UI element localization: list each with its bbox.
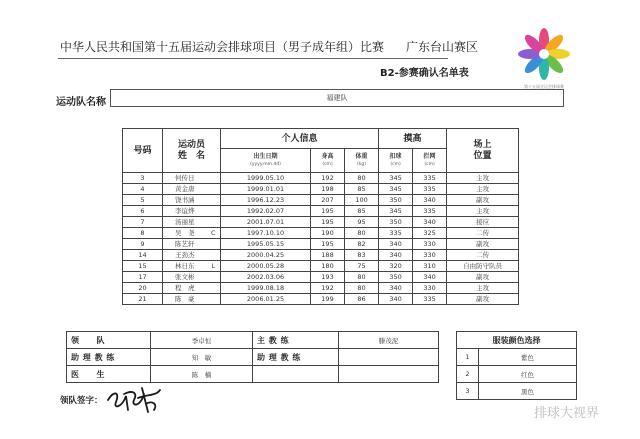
player-role-flag: C [207, 228, 221, 239]
team-name-label: 运动队名称 [56, 97, 106, 108]
page-title [60, 38, 478, 55]
uniform-option-color: 紫色 [479, 349, 577, 366]
player-role-flag [207, 283, 221, 294]
header-block [413, 149, 447, 173]
player-height: 195 [311, 206, 345, 217]
empty-cell [339, 366, 439, 383]
player-height: 190 [311, 228, 345, 239]
player-name: 张文彬 [163, 272, 207, 283]
player-birth-date: 2002.03.06 [221, 272, 311, 283]
player-number: 4 [123, 184, 163, 195]
assistant-coach-2-value [339, 349, 439, 366]
player-position: 副攻 [447, 294, 519, 305]
player-position: 自由防守队员 [447, 261, 519, 272]
head-coach-label: 主 教 练 [253, 332, 339, 349]
player-height: 198 [311, 184, 345, 195]
header-dob-label: 出生日期 [253, 152, 278, 160]
player-position: 主攻 [447, 184, 519, 195]
player-spike-reach: 340 [379, 283, 413, 294]
table-row [123, 173, 519, 184]
table-row [123, 217, 519, 228]
leader-label: 领 队 [67, 332, 151, 349]
table-row [123, 283, 519, 294]
header-height-unit: (cm) [322, 161, 333, 167]
header-divider [58, 58, 448, 59]
player-position: 副攻 [447, 272, 519, 283]
player-block-reach: 335 [413, 184, 447, 195]
form-code: B2-参赛确认名单表 [380, 68, 469, 79]
table-row [123, 228, 519, 239]
player-height: 180 [311, 261, 345, 272]
handwritten-signature-icon [104, 382, 164, 416]
player-birth-date: 2000.05.28 [221, 261, 311, 272]
player-block-reach: 335 [413, 294, 447, 305]
header-number: 号码 [123, 129, 163, 173]
player-number: 21 [123, 294, 163, 305]
watermark: 排球大视界 [534, 406, 600, 421]
player-name: 陈 豪 [163, 294, 207, 305]
player-name: 饶书涵 [163, 195, 207, 206]
table-row [123, 195, 519, 206]
player-number: 20 [123, 283, 163, 294]
table-row [123, 272, 519, 283]
table-row [123, 294, 519, 305]
player-number: 7 [123, 217, 163, 228]
player-weight: 100 [345, 195, 379, 206]
header-dob [221, 149, 311, 173]
leader-signature-label: 领队签字： [60, 396, 103, 406]
header-weight-label: 体重 [355, 152, 368, 160]
player-number: 14 [123, 250, 163, 261]
header-spike-unit: (cm) [390, 161, 401, 167]
player-number: 15 [123, 261, 163, 272]
header-height [311, 149, 345, 173]
assistant-coach-label: 助 理 教 练 [67, 349, 151, 366]
doctor-label: 医 生 [67, 366, 151, 383]
player-number: 8 [123, 228, 163, 239]
player-name: 林日东 [163, 261, 207, 272]
logo-caption: 第十五届全运会排球赛 [524, 84, 564, 89]
player-weight: 80 [345, 173, 379, 184]
player-birth-date: 1999.08.18 [221, 283, 311, 294]
player-name: 吴 尧 [163, 228, 207, 239]
player-spike-reach: 335 [379, 228, 413, 239]
table-row [123, 206, 519, 217]
table-row [123, 250, 519, 261]
player-number: 6 [123, 206, 163, 217]
player-block-reach: 340 [413, 195, 447, 206]
player-position: 二传 [447, 250, 519, 261]
player-spike-reach: 340 [379, 294, 413, 305]
player-role-flag: L [207, 261, 221, 272]
header-personal-info: 个人信息 [221, 129, 379, 149]
region-name: 广东台山赛区 [406, 40, 479, 54]
empty-cell [253, 366, 339, 383]
player-block-reach: 325 [413, 228, 447, 239]
player-role-flag [207, 217, 221, 228]
header-weight [345, 149, 379, 173]
player-name: 陈艺轩 [163, 239, 207, 250]
player-height: 192 [311, 173, 345, 184]
player-block-reach: 340 [413, 272, 447, 283]
player-role-flag [207, 173, 221, 184]
player-role-flag [207, 250, 221, 261]
player-birth-date: 1999.05.10 [221, 173, 311, 184]
player-birth-date: 2006.01.25 [221, 294, 311, 305]
header-height-label: 身高 [321, 152, 334, 160]
header-weight-unit: (kg) [357, 161, 367, 167]
player-weight: 95 [345, 217, 379, 228]
player-position: 副攻 [447, 239, 519, 250]
player-weight: 80 [345, 272, 379, 283]
player-birth-date: 1996.12.23 [221, 195, 311, 206]
player-block-reach: 335 [413, 173, 447, 184]
player-weight: 80 [345, 228, 379, 239]
table-row [123, 184, 519, 195]
header-spike-label: 扣球 [389, 152, 402, 160]
uniform-option-number: 1 [457, 349, 479, 366]
player-birth-date: 1997.10.10 [221, 228, 311, 239]
player-position: 主攻 [447, 173, 519, 184]
player-number: 5 [123, 195, 163, 206]
player-role-flag [207, 294, 221, 305]
player-spike-reach: 320 [379, 261, 413, 272]
uniform-option-color: 红色 [479, 366, 577, 383]
uniform-option-color: 黑色 [479, 383, 577, 400]
player-role-flag [207, 239, 221, 250]
staff-table [66, 331, 439, 383]
assistant-coach-2-label: 助 理 教 练 [253, 349, 339, 366]
player-number: 9 [123, 239, 163, 250]
uniform-color-table [456, 331, 577, 400]
player-position: 副攻 [447, 195, 519, 206]
player-position: 主攻 [447, 206, 519, 217]
player-name: 汤丽星 [163, 217, 207, 228]
player-spike-reach: 350 [379, 217, 413, 228]
doctor-value: 陈 楠 [151, 366, 253, 383]
player-number: 17 [123, 272, 163, 283]
table-row [123, 239, 519, 250]
player-spike-reach: 350 [379, 195, 413, 206]
player-position: 二传 [447, 228, 519, 239]
player-spike-reach: 345 [379, 173, 413, 184]
player-birth-date: 2001.07.01 [221, 217, 311, 228]
roster-body [123, 173, 519, 305]
player-position: 主攻 [447, 283, 519, 294]
competition-title: 中华人民共和国第十五届运动会排球项目（男子成年组）比赛 [60, 40, 385, 54]
player-role-flag [207, 272, 221, 283]
player-weight: 85 [345, 184, 379, 195]
player-name: 黄金唐 [163, 184, 207, 195]
team-name-value: 福建队 [326, 94, 348, 102]
player-block-reach: 330 [413, 250, 447, 261]
head-coach-value: 滕茂泥 [339, 332, 439, 349]
games-logo-icon [514, 24, 574, 90]
header-block-unit: (cm) [424, 161, 435, 167]
player-weight: 82 [345, 239, 379, 250]
player-role-flag [207, 184, 221, 195]
player-name: 程 虎 [163, 283, 207, 294]
player-name: 李谊烨 [163, 206, 207, 217]
player-block-reach: 310 [413, 261, 447, 272]
header-athlete: 运动员 姓 名 [163, 129, 221, 173]
player-spike-reach: 345 [379, 206, 413, 217]
player-height: 195 [311, 239, 345, 250]
player-birth-date: 2000.04.25 [221, 250, 311, 261]
player-block-reach: 335 [413, 206, 447, 217]
leader-value: 季卓恒 [151, 332, 253, 349]
player-weight: 85 [345, 206, 379, 217]
player-height: 199 [311, 294, 345, 305]
roster-table [122, 128, 519, 305]
player-height: 188 [311, 250, 345, 261]
assistant-coach-value: 知 敏 [151, 349, 253, 366]
player-spike-reach: 350 [379, 272, 413, 283]
player-spike-reach: 345 [379, 184, 413, 195]
player-height: 207 [311, 195, 345, 206]
uniform-option-number: 2 [457, 366, 479, 383]
player-number: 3 [123, 173, 163, 184]
player-position: 接应 [447, 217, 519, 228]
player-role-flag [207, 195, 221, 206]
player-weight: 86 [345, 294, 379, 305]
player-birth-date: 1995.05.15 [221, 239, 311, 250]
uniform-option-number: 3 [457, 383, 479, 400]
uniform-color-title: 服装颜色选择 [457, 332, 577, 349]
player-spike-reach: 340 [379, 239, 413, 250]
player-role-flag [207, 206, 221, 217]
header-dob-unit: (yyyy.mm.dd) [250, 161, 281, 167]
player-weight: 80 [345, 283, 379, 294]
header-reach: 摸高 [379, 129, 447, 149]
player-birth-date: 1999.01.01 [221, 184, 311, 195]
player-block-reach: 340 [413, 217, 447, 228]
player-name: 何传日 [163, 173, 207, 184]
player-spike-reach: 340 [379, 250, 413, 261]
player-weight: 75 [345, 261, 379, 272]
header-block-label: 拦网 [423, 152, 436, 160]
player-height: 192 [311, 283, 345, 294]
player-name: 王劲杰 [163, 250, 207, 261]
header-position: 场上 位置 [447, 129, 519, 173]
player-height: 195 [311, 217, 345, 228]
table-row [123, 261, 519, 272]
player-birth-date: 1992.02.07 [221, 206, 311, 217]
player-height: 193 [311, 272, 345, 283]
player-weight: 83 [345, 250, 379, 261]
header-spike [379, 149, 413, 173]
player-block-reach: 330 [413, 283, 447, 294]
player-block-reach: 330 [413, 239, 447, 250]
